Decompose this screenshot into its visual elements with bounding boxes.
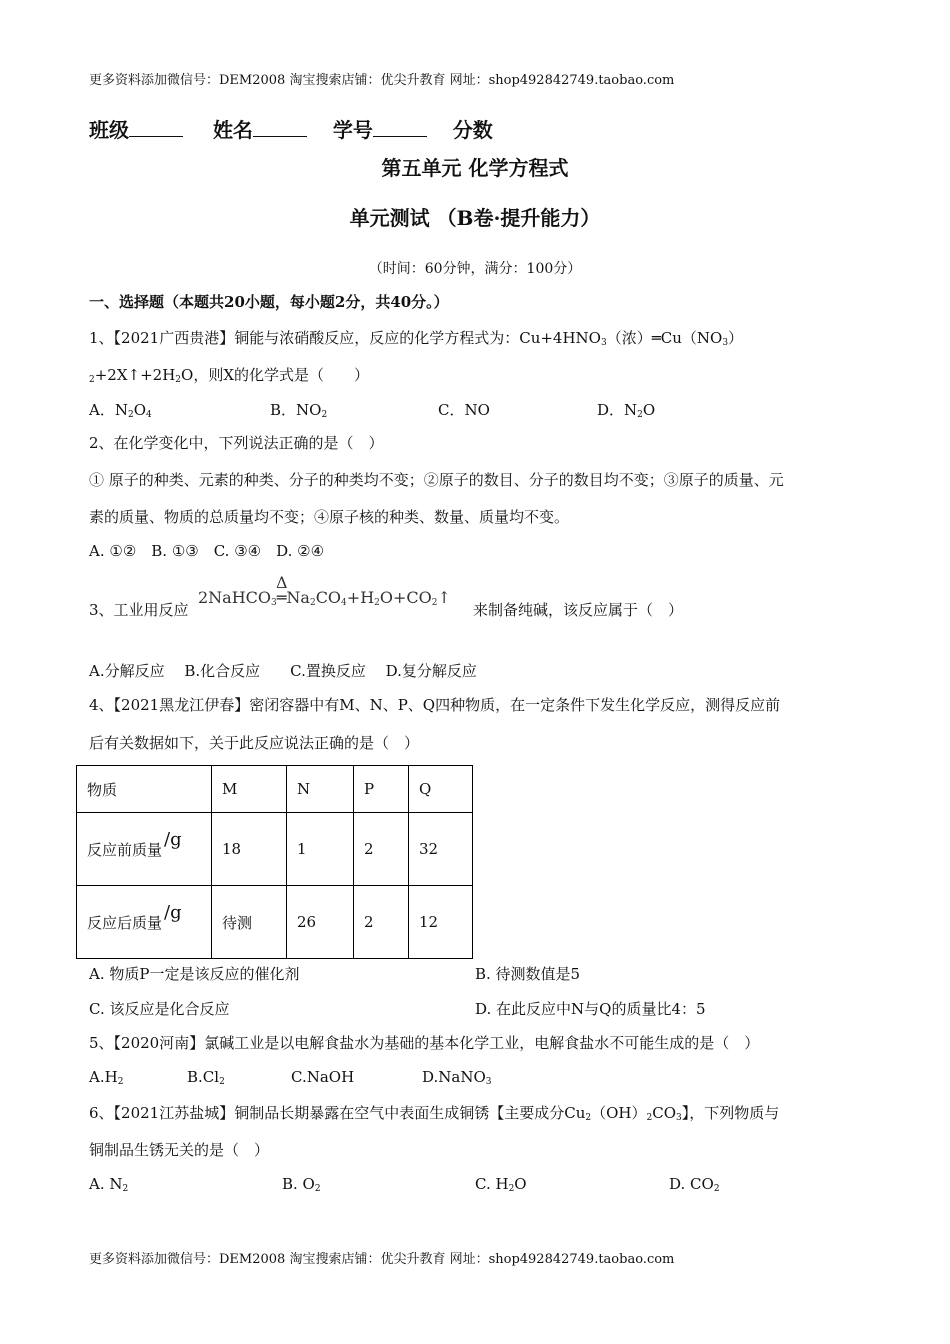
question-2-line1: ① 原子的种类、元素的种类、分子的种类均不变；②原子的数目、分子的数目均不变；③原子的质量、元	[89, 471, 784, 489]
table-cell: 反应前质量 /g	[77, 813, 212, 886]
question-3-options[interactable]: A.分解反应 B.化合反应 C.置换反应 D.复分解反应	[89, 662, 477, 680]
table-row	[77, 886, 473, 959]
table-cell: 1	[287, 813, 354, 886]
info-line	[89, 114, 493, 143]
question-2-options[interactable]: A. ①② B. ①③ C. ③④ D. ②④	[89, 542, 325, 560]
table-cell: 反应后质量 /g	[77, 886, 212, 959]
time-note: （时间：60分钟，满分：100分）	[368, 261, 582, 277]
score-label: 分数	[452, 118, 493, 142]
class-label: 班级	[89, 118, 129, 142]
page-header: 更多资料添加微信号：DEM2008 淘宝搜索店铺：优尖升教育 网址：shop492842749.taobao.com	[89, 73, 675, 88]
question-1-option-c[interactable]: C．NO	[438, 401, 490, 419]
question-1-option-d[interactable]: D．$N_2O$	[597, 401, 656, 420]
table-cell: P	[354, 766, 409, 813]
question-5-stem: 5、【2020河南】氯碱工业是以电解食盐水为基础的基本化学工业，电解食盐水不可能生成的是（ ）	[89, 1034, 760, 1052]
question-4-line1: 4、【2021黑龙江伊春】密闭容器中有M、N、P、Q四种物质，在一定条件下发生化学反应，测得反应前	[89, 696, 781, 714]
question-5-option-d[interactable]: D.NaNO$_3$	[422, 1068, 492, 1087]
question-1-stem: 1、【2021广西贵港】铜能与浓硝酸反应，反应的化学方程式为：$Cu+4HNO_3$（浓）$═Cu(NO_3)$	[89, 329, 744, 348]
question-4-line2: 后有关数据如下，关于此反应说法正确的是（ ）	[89, 734, 420, 752]
question-1-stem-line2: $_2+2X↑+2H_2O$，则X的化学式是（ ）	[89, 366, 370, 385]
table-cell: 2	[354, 813, 409, 886]
question-4-option-c[interactable]: C. 该反应是化合反应	[89, 1000, 230, 1018]
question-6-option-d[interactable]: D. $CO_2$	[669, 1175, 720, 1194]
name-label: 姓名	[212, 118, 253, 142]
delta-symbol: Δ	[276, 573, 288, 592]
question-5-option-b[interactable]: $B.Cl_2$	[187, 1068, 225, 1087]
question-3-prefix: 3、工业用反应	[89, 601, 189, 619]
page-subtitle: 单元测试 （B卷·提升能力）	[349, 206, 601, 230]
table-header-row	[77, 766, 473, 813]
equation: $2NaHCO_3═Na_2CO_4+H_2O+CO_2↑$	[198, 588, 451, 608]
question-6-option-a[interactable]: A. $N_2$	[89, 1175, 129, 1194]
question-2-line2: 素的质量、物质的总质量均不变；④原子核的种类、数量、质量均不变。	[89, 508, 570, 526]
table-cell: 物质	[77, 766, 212, 813]
question-5-option-a[interactable]: $A.H_2$	[89, 1068, 124, 1087]
table-cell: 32	[409, 813, 473, 886]
question-1-option-a[interactable]: A．$N_2O_4$	[89, 401, 152, 420]
table-cell: 待测	[212, 886, 287, 959]
table-cell: N	[287, 766, 354, 813]
table-row	[77, 813, 473, 886]
section-heading: 一、选择题（本题共20小题，每小题2分，共40分。）	[89, 293, 449, 311]
question-5-option-c[interactable]: C.NaOH	[291, 1068, 355, 1086]
question-2-stem: 2、在化学变化中，下列说法正确的是（ ）	[89, 434, 384, 452]
question-4-option-a[interactable]: A. 物质P一定是该反应的催化剂	[89, 965, 300, 983]
table-cell: M	[212, 766, 287, 813]
data-table	[76, 765, 473, 959]
page-footer: 更多资料添加微信号：DEM2008 淘宝搜索店铺：优尖升教育 网址：shop492842749.taobao.com	[89, 1252, 675, 1267]
table-cell: 26	[287, 886, 354, 959]
table-cell: 18	[212, 813, 287, 886]
table-cell: 2	[354, 886, 409, 959]
id-label: 学号	[332, 118, 373, 142]
table-cell: Q	[409, 766, 473, 813]
table-cell: 12	[409, 886, 473, 959]
question-6-option-b[interactable]: B. $O_2$	[282, 1175, 321, 1194]
page-title: 第五单元 化学方程式	[381, 156, 569, 180]
question-3-suffix: 来制备纯碱，该反应属于（ ）	[473, 601, 684, 619]
question-4-option-d[interactable]: D. 在此反应中N与Q的质量比4：5	[475, 1000, 706, 1018]
question-6-line2: 铜制品生锈无关的是（ ）	[89, 1141, 270, 1159]
question-1-option-b[interactable]: B．$NO_2$	[270, 401, 328, 420]
question-4-option-b[interactable]: B. 待测数值是5	[475, 965, 581, 983]
question-6-line1: 6、【2021江苏盐城】铜制品长期暴露在空气中表面生成铜锈【主要成分$Cu_2(OH)_2CO_3$】，下列物质与	[89, 1104, 780, 1123]
question-6-option-c[interactable]: C. $H_2O$	[475, 1175, 527, 1194]
